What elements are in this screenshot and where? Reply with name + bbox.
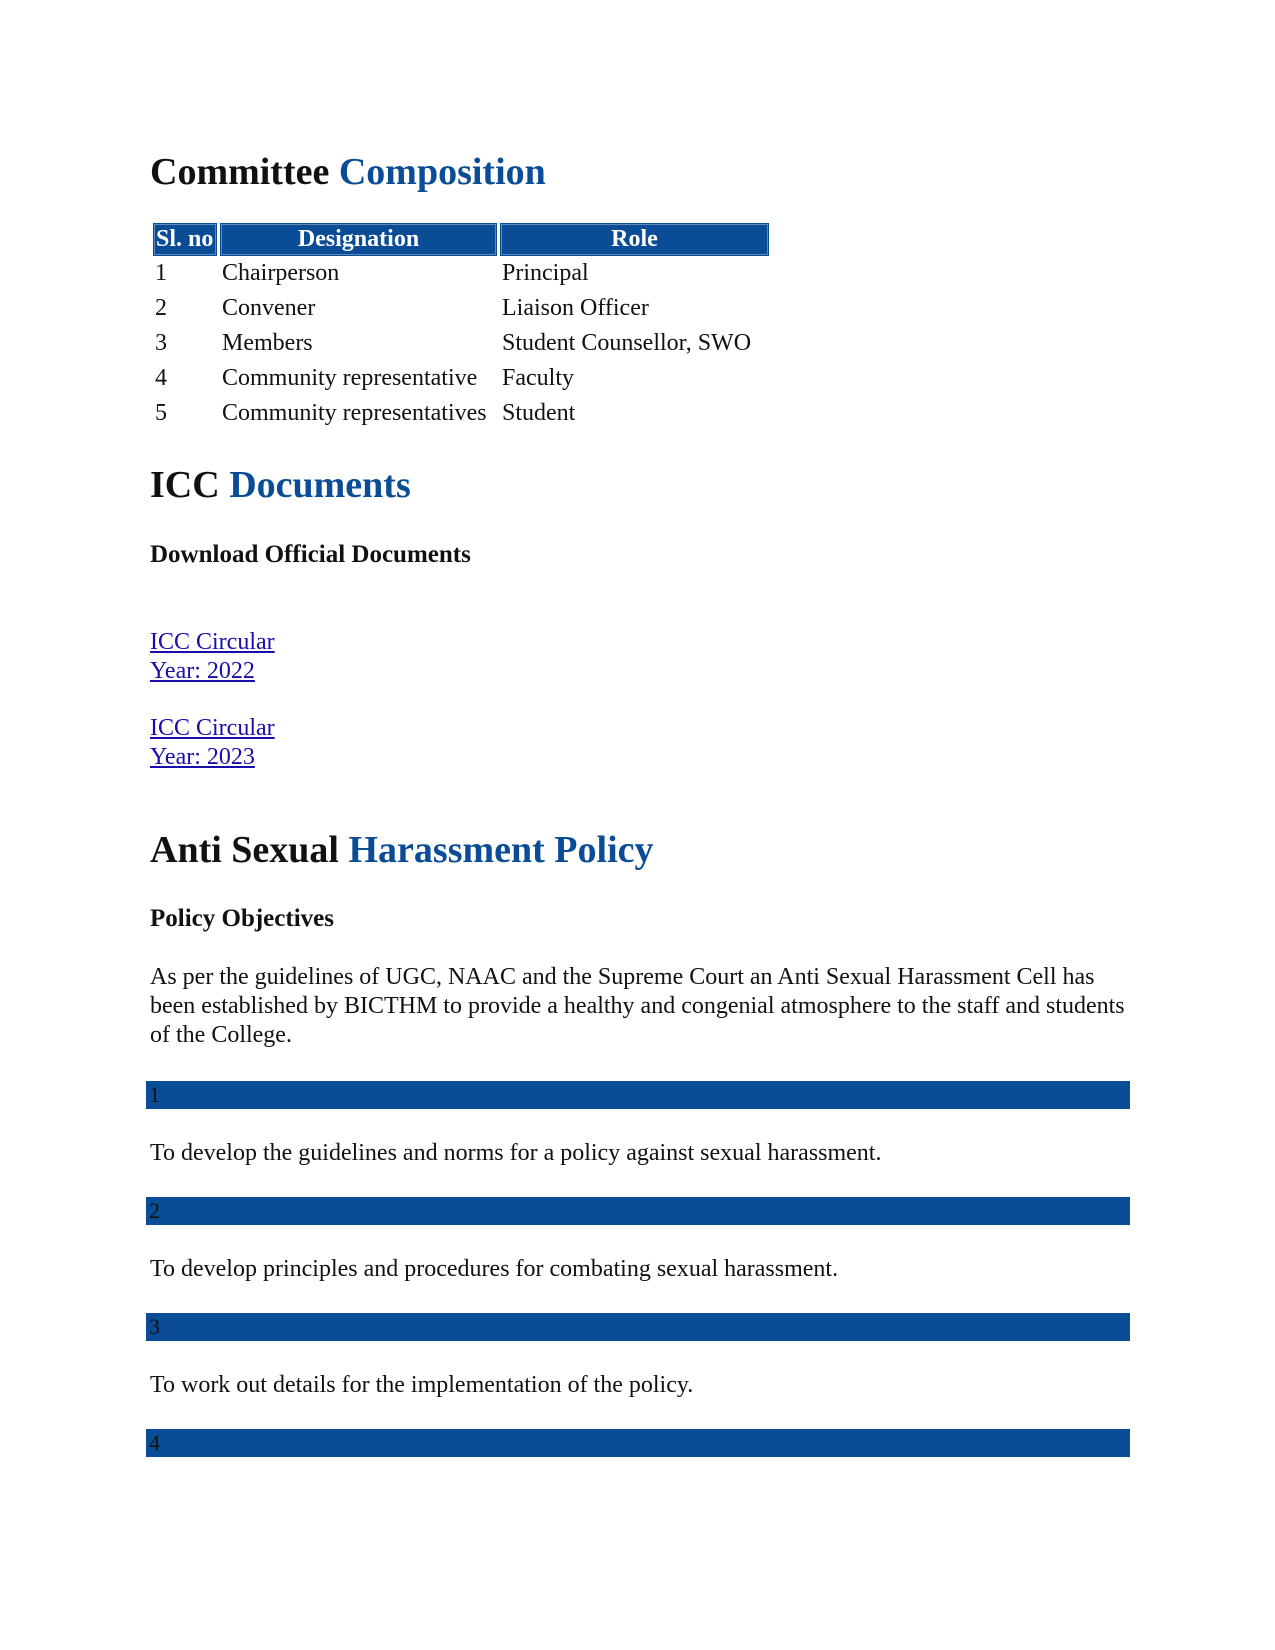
document-link-year[interactable]: Year: 2022 <box>150 658 255 684</box>
policy-intro: As per the guidelines of UGC, NAAC and the Supreme Court an Anti Sexual Harassment Cell has been established by BICTHM to provide a healthy and congenial atmosphere to the staff and students of the College. <box>150 964 1125 1048</box>
committee-heading-accent: Composition <box>338 151 546 193</box>
document-link-year[interactable]: Year: 2023 <box>150 744 255 770</box>
documents-subtitle: Download Official Documents <box>150 541 471 568</box>
objective-text: To work out details for the implementation of the policy. <box>150 1372 694 1398</box>
policy-heading <box>150 828 654 872</box>
cell-designation: Chairperson <box>222 260 340 286</box>
table-row <box>153 256 769 291</box>
table-row <box>153 396 769 431</box>
objective-number-bar: 2 <box>146 1197 1130 1225</box>
cell-designation: Community representatives <box>222 400 487 426</box>
cell-role: Student Counsellor, SWO <box>502 330 752 356</box>
document-link-name[interactable]: ICC Circular <box>150 715 275 741</box>
cell-role: Student <box>502 400 576 426</box>
documents-heading-accent: Documents <box>229 464 411 506</box>
objective-text: To develop the guidelines and norms for a policy against sexual harassment. <box>150 1140 882 1166</box>
cell-role: Liaison Officer <box>502 295 649 321</box>
cell-designation: Community representative <box>222 365 478 391</box>
cell-sl-no: 3 <box>155 330 167 356</box>
policy-heading-accent: Harassment Policy <box>348 829 654 871</box>
table-row <box>153 291 769 326</box>
documents-heading-plain: ICC <box>150 464 220 506</box>
objective-text: To develop principles and procedures for combating sexual harassment. <box>150 1256 839 1282</box>
objective-number-bar: 3 <box>146 1313 1130 1341</box>
column-header-sl-no: Sl. no <box>153 223 217 256</box>
cell-sl-no: 5 <box>155 400 167 426</box>
cell-sl-no: 1 <box>155 260 167 286</box>
committee-heading <box>150 150 546 194</box>
table-row <box>153 361 769 396</box>
cell-sl-no: 2 <box>155 295 167 321</box>
cell-sl-no: 4 <box>155 365 167 391</box>
cell-designation: Members <box>222 330 313 356</box>
objective-number-bar: 4 <box>146 1429 1130 1457</box>
policy-heading-plain: Anti Sexual <box>150 829 339 871</box>
column-header-designation: Designation <box>220 223 497 256</box>
document-link-name[interactable]: ICC Circular <box>150 629 275 655</box>
committee-table <box>150 223 772 431</box>
table-header-row <box>153 223 769 256</box>
cell-role: Faculty <box>502 365 574 391</box>
document-item[interactable] <box>150 628 275 686</box>
committee-heading-plain: Committee <box>150 151 330 193</box>
documents-heading <box>150 463 411 507</box>
column-header-role: Role <box>500 223 769 256</box>
document-item[interactable] <box>150 714 275 772</box>
table-row <box>153 326 769 361</box>
policy-subtitle: Policy Objectives <box>150 905 334 932</box>
cell-role: Principal <box>502 260 589 286</box>
objective-number-bar: 1 <box>146 1081 1130 1109</box>
cell-designation: Convener <box>222 295 316 321</box>
